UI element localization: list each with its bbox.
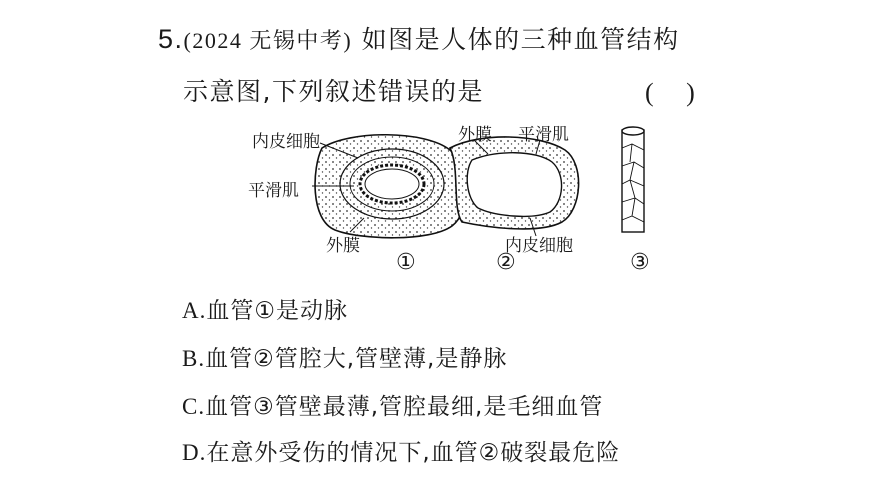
question-source: (2024 无锡中考) <box>183 28 353 53</box>
answer-parentheses: ( ) <box>645 78 695 107</box>
option-c-letter: C. <box>182 394 206 419</box>
option-d-text: 在意外受伤的情况下,血管②破裂最危险 <box>206 440 621 466</box>
option-b[interactable] <box>182 340 507 373</box>
label-endothelium-left: 内皮细胞 <box>252 132 320 152</box>
option-d[interactable] <box>182 434 620 467</box>
option-b-letter: B. <box>182 346 206 371</box>
option-a[interactable] <box>182 292 348 325</box>
option-a-text: 血管①是动脉 <box>206 298 348 324</box>
vein-drawing <box>450 137 579 229</box>
question-stem-line2: 示意图,下列叙述错误的是 <box>183 77 484 106</box>
label-smooth-muscle-right: 平滑肌 <box>518 125 569 145</box>
vessel-number-2: ② <box>496 250 516 275</box>
label-adventitia-right: 外膜 <box>458 125 492 145</box>
label-endothelium-right: 内皮细胞 <box>505 236 573 256</box>
question-stem-line1 <box>158 20 680 56</box>
vessel-number-3: ③ <box>630 250 650 275</box>
capillary-drawing <box>622 127 644 232</box>
label-adventitia-left: 外膜 <box>326 236 360 256</box>
question-stem-text1: 如图是人体的三种血管结构 <box>361 25 680 54</box>
option-a-letter: A. <box>182 298 207 323</box>
option-c-text: 血管③管壁最薄,管腔最细,是毛细血管 <box>205 394 604 420</box>
option-d-letter: D. <box>182 440 207 465</box>
label-smooth-muscle-left: 平滑肌 <box>248 181 299 201</box>
question-number: 5. <box>158 24 184 54</box>
vessel-number-1: ① <box>396 250 416 275</box>
option-c[interactable] <box>182 388 603 421</box>
option-b-text: 血管②管腔大,管壁薄,是静脉 <box>205 346 508 372</box>
